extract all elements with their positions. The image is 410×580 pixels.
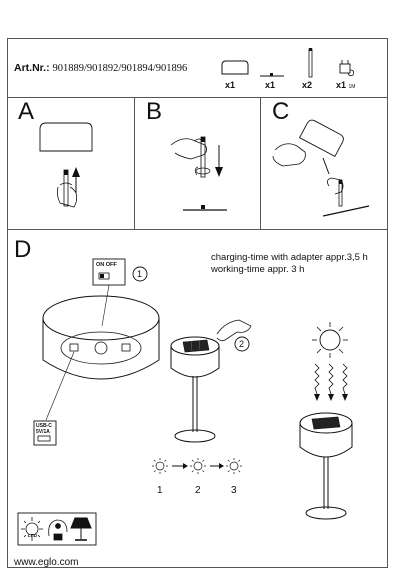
table-lamp-illustration — [165, 320, 265, 450]
step-letter-a: A — [18, 98, 35, 125]
charging-info — [211, 252, 368, 276]
qty-lamp-shade: x1 — [225, 80, 236, 90]
switch-on-label: ON — [96, 262, 105, 268]
charging-time-text: charging-time with adapter appr.3,5 h — [211, 252, 368, 263]
sun-sequence-icons — [150, 456, 250, 480]
step-letter-b: B — [146, 98, 163, 125]
sequence-3: 3 — [231, 485, 237, 496]
header-divider — [8, 97, 387, 98]
article-label: Art.Nr.: — [14, 62, 50, 74]
rod-icon — [306, 46, 316, 80]
qty-rod: x2 — [302, 80, 313, 90]
callout-1-number: 1 — [137, 269, 143, 279]
table-lamp-icon — [71, 518, 91, 540]
step-letter-d: D — [14, 236, 32, 263]
step-divider-ab — [134, 97, 135, 229]
lamp-shade-icon — [220, 60, 250, 76]
shade-underside-illustration — [36, 290, 176, 410]
qty-adapter: x1 1M — [336, 80, 356, 90]
switch-labels — [96, 262, 117, 268]
steps-divider — [8, 229, 387, 230]
usb-type-label: USB-C — [36, 423, 52, 429]
step-letter-c: C — [272, 98, 290, 125]
callout-2-number: 2 — [239, 339, 245, 349]
step-b-illustration — [165, 115, 275, 215]
step-c-illustration — [265, 112, 375, 222]
charging-lamp-illustration — [290, 405, 370, 525]
footer-symbols — [17, 512, 97, 546]
sun-rays-icon — [305, 362, 355, 406]
qty-base-plate: x1 — [265, 80, 276, 90]
adapter-icon — [336, 58, 356, 78]
working-time-text: working-time appr. 3 h — [211, 264, 305, 275]
led-label: LED — [28, 533, 37, 538]
website-link[interactable]: www.eglo.com — [14, 557, 79, 568]
step-a-illustration — [30, 115, 130, 215]
article-number — [14, 62, 187, 74]
usb-spec-label: 5V/1A — [36, 429, 50, 435]
usb-labels — [36, 423, 52, 435]
switch-off-label: OFF — [105, 262, 117, 268]
article-numbers: 901889/901892/901894/901896 — [52, 63, 188, 74]
sequence-2: 2 — [195, 485, 201, 496]
base-plate-icon — [258, 70, 286, 80]
sequence-1: 1 — [157, 485, 163, 496]
sun-icon — [308, 318, 352, 362]
recycle-person-icon — [49, 520, 67, 540]
